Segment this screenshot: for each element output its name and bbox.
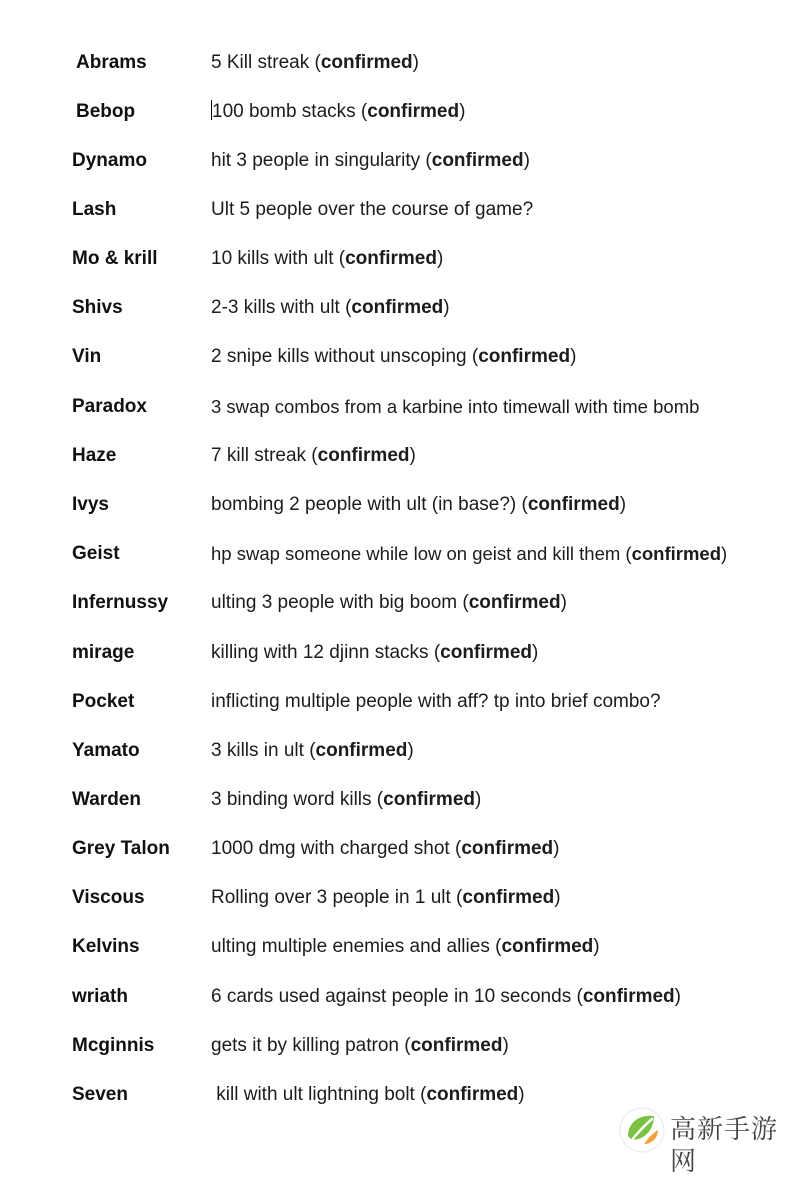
hero-name: Yamato <box>72 740 140 761</box>
hero-description: 2 snipe kills without unscoping (confirmed) <box>211 346 577 367</box>
list-item <box>0 48 800 78</box>
hero-description: hit 3 people in singularity (confirmed) <box>211 150 530 171</box>
hero-name: Abrams <box>76 52 147 73</box>
leaf-logo-icon <box>618 1106 666 1154</box>
hero-name: mirage <box>72 642 135 663</box>
hero-description: 3 kills in ult (confirmed) <box>211 740 414 761</box>
list-item <box>0 146 800 176</box>
list-item <box>0 588 800 618</box>
hero-name: Dynamo <box>72 150 147 171</box>
hero-name: Viscous <box>72 887 145 908</box>
hero-name: Bebop <box>76 101 136 122</box>
list-item <box>0 1031 800 1061</box>
hero-description: 1000 dmg with charged shot (confirmed) <box>211 838 560 859</box>
hero-description: kill with ult lightning bolt (confirmed) <box>211 1084 525 1105</box>
list-item <box>0 195 800 225</box>
list-item <box>0 785 800 815</box>
list-item <box>0 736 800 766</box>
list-item <box>0 932 800 962</box>
hero-description: ulting multiple enemies and allies (confirmed) <box>211 936 600 957</box>
hero-name: Geist <box>72 543 120 564</box>
list-item <box>0 97 800 127</box>
hero-description: gets it by killing patron (confirmed) <box>211 1035 509 1056</box>
hero-name: Lash <box>72 199 117 220</box>
hero-description: Ult 5 people over the course of game? <box>211 199 534 220</box>
hero-description: 3 binding word kills (confirmed) <box>211 789 482 810</box>
hero-name: Ivys <box>72 494 109 515</box>
list-item <box>0 441 800 471</box>
hero-description: inflicting multiple people with aff? tp into brief combo? <box>211 691 661 712</box>
list-item <box>0 638 800 668</box>
hero-name: Mo & krill <box>72 248 158 269</box>
hero-name: Vin <box>72 346 102 367</box>
list-item <box>0 539 800 569</box>
list-item <box>0 244 800 274</box>
hero-name: Pocket <box>72 691 135 712</box>
hero-name: Seven <box>72 1084 128 1105</box>
list-item <box>0 883 800 913</box>
hero-description[interactable]: 100 bomb stacks (confirmed) <box>212 101 466 122</box>
list-item <box>0 687 800 717</box>
hero-name: Grey Talon <box>72 838 170 859</box>
hero-description: 10 kills with ult (confirmed) <box>211 248 444 269</box>
watermark-text: 高新手游网 <box>670 1115 779 1177</box>
list-item <box>0 982 800 1012</box>
hero-description: 5 Kill streak (confirmed) <box>211 52 419 73</box>
hero-description: ulting 3 people with big boom (confirmed) <box>211 592 567 613</box>
list-item <box>0 490 800 520</box>
list-item <box>0 834 800 864</box>
hero-name: Warden <box>72 789 141 810</box>
hero-description: Rolling over 3 people in 1 ult (confirmed) <box>211 887 561 908</box>
hero-description: killing with 12 djinn stacks (confirmed) <box>211 642 539 663</box>
hero-name: Shivs <box>72 297 123 318</box>
hero-name: Mcginnis <box>72 1035 155 1056</box>
hero-description: bombing 2 people with ult (in base?) (confirmed) <box>211 494 627 515</box>
hero-description: 3 swap combos from a karbine into timewall with time bomb <box>211 396 700 417</box>
watermark <box>618 1106 798 1177</box>
hero-description: 2-3 kills with ult (confirmed) <box>211 297 450 318</box>
hero-name: Kelvins <box>72 936 140 957</box>
hero-name: Infernussy <box>72 592 169 613</box>
hero-description: hp swap someone while low on geist and kill them (confirmed) <box>211 543 728 564</box>
list-item <box>0 392 800 422</box>
hero-name: Haze <box>72 445 117 466</box>
hero-description: 7 kill streak (confirmed) <box>211 445 416 466</box>
hero-name: Paradox <box>72 396 147 417</box>
hero-name: wriath <box>72 986 128 1007</box>
list-item <box>0 293 800 323</box>
list-item <box>0 342 800 372</box>
hero-description: 6 cards used against people in 10 seconds (confirmed) <box>211 986 681 1007</box>
